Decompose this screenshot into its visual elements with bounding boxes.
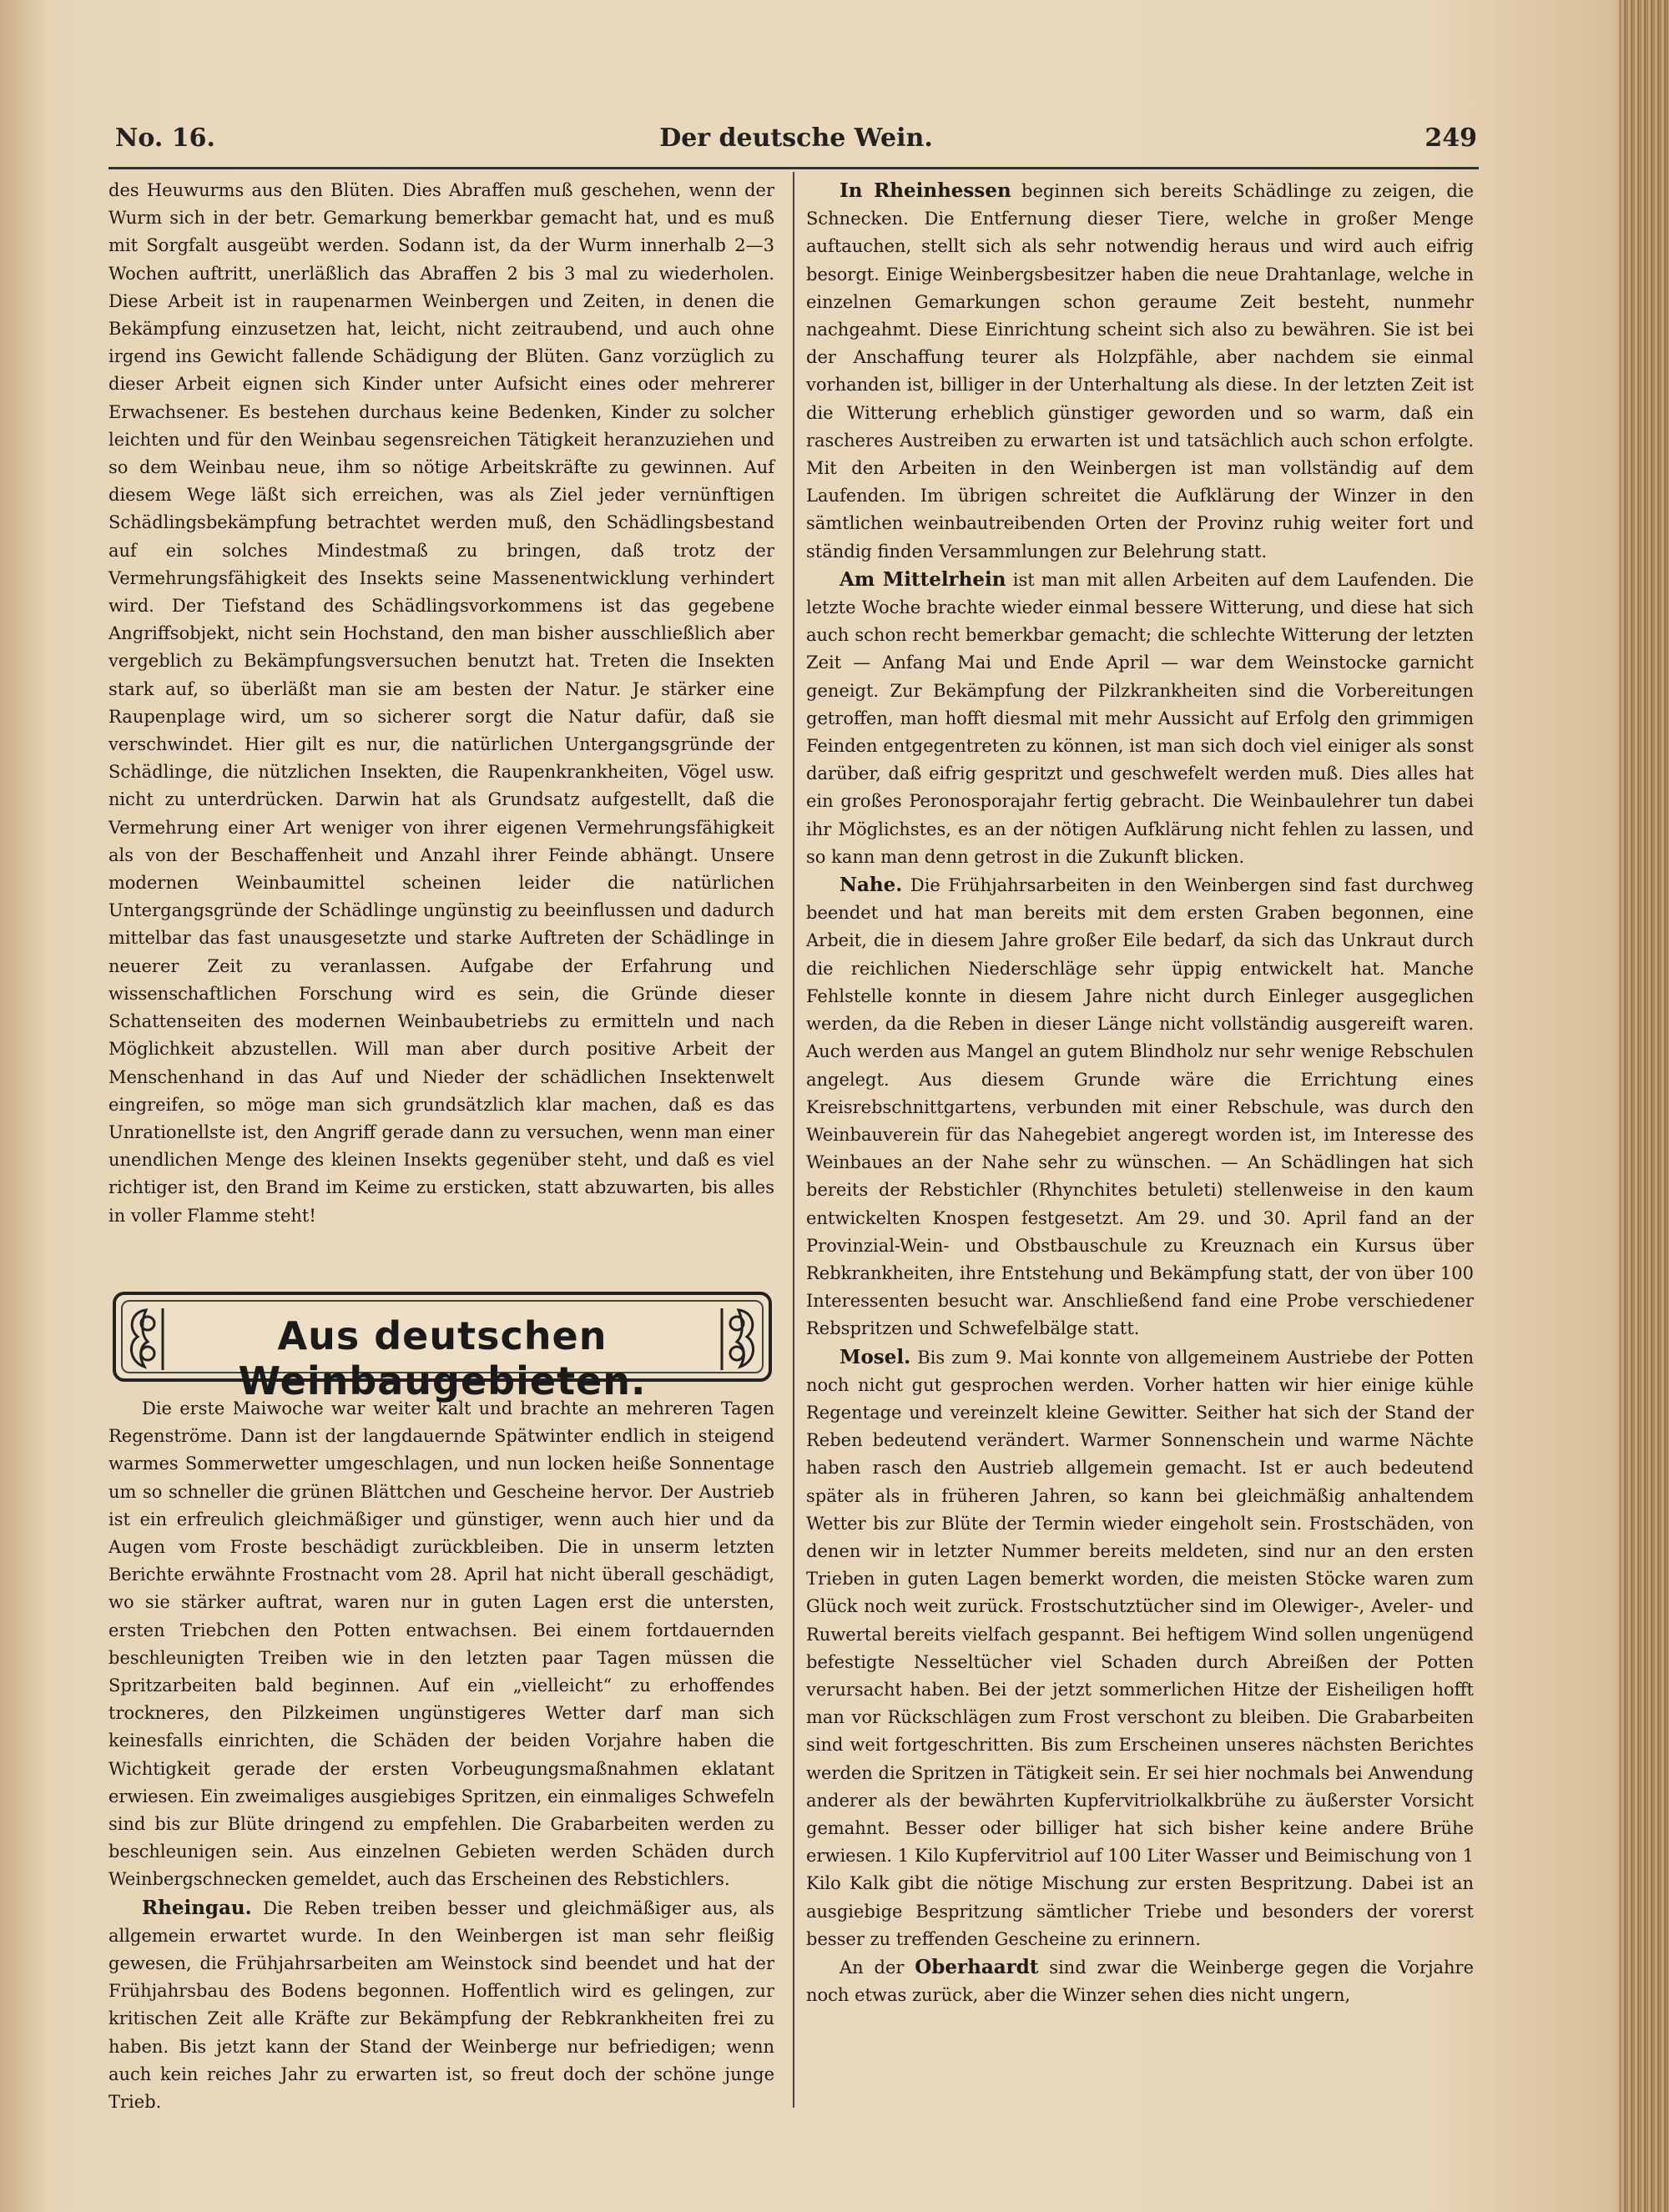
oberhaardt-text: sind zwar die Weinberge gegen die Vorjahre noch etwas zurück, aber die Winzer sehen dies nicht ungern, bbox=[806, 1958, 1474, 2006]
page-header bbox=[115, 123, 1477, 162]
general-report-paragraph: Die erste Maiwoche war weiter kalt und brachte an mehreren Tagen Regenströme. Dann ist der langdauernde Spätwinter endlich in steigend warmes Sommerwetter umgeschlagen, und nun locken heiße Sonnentage um so schneller die grünen Blättchen und Gescheine hervor. Der Austrieb ist ein erfreulich gleichmäßiger und günstiger, wenn auch hier und da Augen vom Froste beschädigt zurückbleiben. Die in unserm letzten Berichte erwähnte Frostnacht vom 28. April hat nicht überall geschädigt, wo sie stärker auftrat, waren nur in guten Lagen erst die untersten, ersten Triebchen den Potten entwachsen. Bei einem fortdauernden beschleunigten Treiben wie in den letzten paar Tagen müssen die Spritzarbeiten bald beginnen. Auf ein „vielleicht“ zu erhoffendes trockneres, den Pilzkeimen ungünstigeres Wetter darf man sich keinesfalls einrichten, die Schäden der beiden Vorjahre haben die Wichtigkeit gerade der ersten Vorbeugungsmaßnahmen eklatant erwiesen. Ein zweimaliges ausgiebiges Spritzen, ein einmaliges Schwefeln sind bis zur Blüte dringend zu empfehlen. Die Grabarbeiten werden zu beschleunigen sein. Aus einzelnen Gebieten werden Schäden durch Weinbergschnecken gemeldet, auch das Erscheinen des Rebstichlers. bbox=[108, 1398, 774, 1890]
left-ornament-icon bbox=[123, 1303, 169, 1375]
rheingau-paragraph bbox=[108, 1894, 774, 2117]
region-heading-rheingau: Rheingau. bbox=[142, 1896, 252, 1919]
mosel-text: Bis zum 9. Mai konnte von allgemeinem Austriebe der Potten noch nicht gut gesprochen werden. Vorher hatten wir hier einige kühle Regentage und vereinzelt kleine Gewitter. Seither hat sich der Stand der Reben bedeutend verändert. Warmer Sonnenschein und warme Nächte haben rasch den Austrieb allgemein gemacht. Ist er auch bedeutend später als in früheren Jahren, so kann bei gleichmäßig anhaltendem Wetter bis zur Blüte der Termin wieder eingeholt sein. Frostschäden, von denen wir in letzter Nummer bereits meldeten, sind nur an den ersten Trieben in guten Lagen bemerkt worden, die meisten Stöcke waren zum Glück noch weit zurück. Frostschutztücher sind im Olewiger-, Aveler- und Ruwertal bereits vielfach gespannt. Bei heftigem Wind sollen ungenügend befestigte Nesseltücher viel Schaden durch Abreißen der Potten verursacht haben. Bei der jetzt sommerlichen Hitze der Eisheiligen hofft man vor Rückschlägen zum Frost verschont zu bleiben. Die Grabarbeiten sind weit fortgeschritten. Bis zum Erscheinen unseres nächsten Berichtes werden die Spritzen in Tätigkeit sein. Er sei hier nochmals bei Anwendung anderer als der bewährten Kupfervitriolkalkbrühe zu äußerster Vorsicht gemahnt. Besser oder billiger hat sich bisher keine andere Brühe erwiesen. 1 Kilo Kupfervitriol auf 100 Liter Wasser und Beimischung von 1 Kilo Kalk gibt die nötige Mischung zur ersten Bespritzung. Dabei ist an ausgiebige Bespritzung sämtlicher Triebe und besonders der vorerst besser zu treffenden Gescheine zu erinnern. bbox=[806, 1347, 1474, 1949]
rheingau-text: Die Reben treiben besser und gleichmäßiger aus, als allgemein erwartet wurde. In den Weinbergen ist man sehr fleißig gewesen, die Frühjahrsarbeiten am Weinstock sind beendet und hat der Frühjahrsbau des Bodens begonnen. Hoffentlich wird es gelingen, zur kritischen Zeit alle Kräfte zur Bekämpfung der Rebkrankheiten frei zu haben. Bis jetzt kann der Stand der Weinberge nur befriedigen; wenn auch kein reiches Jahr zu erwarten ist, so freut doch der schöne junge Trieb. bbox=[108, 1897, 774, 2113]
region-heading-oberhaardt: Oberhaardt bbox=[915, 1956, 1039, 1978]
book-binding-edge bbox=[1619, 0, 1669, 2212]
right-ornament-icon bbox=[715, 1303, 762, 1375]
oberhaardt-paragraph bbox=[806, 1953, 1474, 2009]
page-number: 249 bbox=[1424, 123, 1477, 153]
nahe-paragraph bbox=[806, 871, 1474, 1343]
oberhaardt-prefix: An der bbox=[840, 1958, 915, 1978]
left-column-lower bbox=[108, 1395, 774, 2116]
section-banner bbox=[113, 1292, 772, 1403]
mittelrhein-text: ist man mit allen Arbeiten auf dem Laufenden. Die letzte Woche brachte wieder einmal bessere Witterung, und diese hat sich auch schon recht bemerkbar gemacht; die schlechte Witterung der letzten Zeit — Anfang Mai und Ende April — war dem Weinstocke garnicht geneigt. Zur Bekämpfung der Pilzkrankheiten sind die Vorbereitungen getroffen, man hofft diesmal mit mehr Aussicht auf Erfolg den grimmigen Feinden entgegentreten zu können, ist man sich doch viel einiger als sonst darüber, daß eifrig gespritzt und geschwefelt werden muß. Dies alles hat ein großes Peronosporajahr fertig gebracht. Die Weinbaulehrer tun dabei ihr Möglichstes, es an der nötigen Aufklärung nicht fehlen zu lassen, und so kann man denn getrost in die Zukunft blicken. bbox=[806, 569, 1474, 867]
left-column-upper bbox=[108, 177, 774, 1230]
region-heading-rheinhessen: In Rheinhessen bbox=[840, 179, 1011, 202]
journal-title: Der deutsche Wein. bbox=[659, 123, 933, 153]
rheinhessen-text: beginnen sich bereits Schädlinge zu zeigen, die Schnecken. Die Entfernung dieser Tiere, welche in großer Menge auftauchen, stellt sich als sehr notwendig heraus und wird auch eifrig besorgt. Einige Weinbergsbesitzer haben die neue Drahtanlage, welche in einzelnen Gemarkungen schon geraume Zeit besteht, nunmehr nachgeahmt. Diese Einrichtung scheint sich also zu bewähren. Sie ist bei der Anschaffung teurer als Holzpfähle, aber nachdem sie einmal vorhanden ist, billiger in der Unterhaltung als diese. In der letzten Zeit ist die Witterung erheblich günstiger geworden und so warm, daß ein rascheres Austreiben zu erwarten ist und tatsächlich auch schon erfolgte. Mit den Arbeiten in den Weinbergen ist man vollständig auf dem Laufenden. Im übrigen schreitet die Aufklärung der Winzer in den sämtlichen weinbautreibenden Orten der Provinz ruhig weiter fort und ständig finden Versammlungen zur Belehrung statt. bbox=[806, 181, 1474, 562]
banner-heading: Aus deutschen Weinbaugebieten. bbox=[238, 1313, 647, 1403]
issue-number: No. 16. bbox=[115, 123, 215, 153]
mosel-paragraph bbox=[806, 1343, 1474, 1953]
right-column bbox=[806, 177, 1474, 2009]
header-rule bbox=[108, 167, 1479, 169]
nahe-text: Die Frühjahrsarbeiten in den Weinbergen sind fast durchweg beendet und hat man bereits mit dem ersten Graben begonnen, eine Arbeit, die in diesem Jahre großer Eile bedarf, da sich das Unkraut durch die reichlichen Niederschläge sehr üppig entwickelt hat. Manche Fehlstelle konnte in diesem Jahre nicht durch Einleger ausgeglichen werden, da die Reben in dieser Länge nicht vollständig ausgereift waren. Auch werden aus Mangel an gutem Blindholz nur sehr wenige Rebschulen angelegt. Aus diesem Grunde wäre die Errichtung eines Kreisrebschnittgartens, verbunden mit einer Rebschule, was durch den Weinbauverein für das Nahegebiet angeregt worden ist, im Interesse des Weinbaues an der Nahe sehr zu wünschen. — An Schädlingen hat sich bereits der Rebstichler (Rhynchites betuleti) stellenweise in den kaum entwickelten Knospen festgesetzt. Am 29. und 30. April fand an der Provinzial-Wein- und Obstbauschule zu Kreuznach ein Kursus über Rebkrankheiten, ihre Entstehung und Bekämpfung statt, der von über 100 Interessenten besucht war. Anschließend fand eine Probe verschiedener Rebspritzen und Schwefelbälge statt. bbox=[806, 875, 1474, 1339]
rheinhessen-paragraph bbox=[806, 177, 1474, 566]
region-heading-mittelrhein: Am Mittelrhein bbox=[840, 567, 1006, 591]
column-divider bbox=[793, 172, 794, 2108]
region-heading-nahe: Nahe. bbox=[840, 874, 903, 897]
article-continuation: des Heuwurms aus den Blüten. Dies Abraffen muß geschehen, wenn der Wurm sich in der betr. Gemarkung bemerkbar gemacht hat, und es muß mit Sorgfalt ausgeübt werden. Sodann ist, da der Wurm innerhalb 2—3 Wochen auftritt, unerläßlich das Abraffen 2 bis 3 mal zu wiederholen. Diese Arbeit ist in raupenarmen Weinbergen und Zeiten, in denen die Bekämpfung einzusetzen hat, leicht, nicht zeitraubend, und auch ohne irgend ins Gewicht fallende Schädigung der Blüten. Ganz vorzüglich zu dieser Arbeit eignen sich Kinder unter Aufsicht eines oder mehrerer Erwachsener. Es bestehen durchaus keine Bedenken, Kinder zu solcher leichten und für den Weinbau segensreichen Tätigkeit heranzuziehen und so dem Weinbau neue, ihm so nötige Arbeitskräfte zu gewinnen. Auf diesem Wege läßt sich erreichen, was als Ziel jeder vernünftigen Schädlingsbekämpfung betrachtet werden muß, den Schädlingsbestand auf ein solches Mindestmaß zu bringen, daß trotz der Vermehrungsfähigkeit des Insekts seine Massenentwicklung verhindert wird. Der Tiefstand des Schädlingsvorkommens ist das gegebene Angriffsobjekt, nicht sein Hochstand, den man bisher ausschließlich aber vergeblich zu Bekämpfungsversuchen benutzt hat. Treten die Insekten stark auf, so überläßt man sie am besten der Natur. Je stärker eine Raupenplage wird, um so sicherer sorgt die Natur dafür, daß sie verschwindet. Hier gilt es nur, die natürlichen Untergangsgründe der Schädlinge, die nützlichen Insekten, die Raupenkrankheiten, Vögel usw. nicht zu unterdrücken. Darwin hat als Grundsatz aufgestellt, daß die Vermehrung einer Art weniger von ihrer eigenen Vermehrungsfähigkeit als von der Beschaffenheit und Anzahl ihrer Feinde abhängt. Unsere modernen Weinbaumittel scheinen leider die natürlichen Untergangsgründe der Schädlinge ungünstig zu beeinflussen und dadurch mittelbar das fast unausgesetzte und starke Auftreten der Schädlinge in neuerer Zeit zu veranlassen. Aufgabe der Erfahrung und wissenschaftlichen Forschung wird es sein, die Gründe dieser Schattenseiten des modernen Weinbaubetriebs zu ermitteln und nach Möglichkeit abzustellen. Will man aber durch positive Arbeit der Menschenhand in das Auf und Nieder der schädlichen Insektenwelt eingreifen, so möge man sich grundsätzlich klar machen, daß es das Unrationellste ist, den Angriff gerade dann zu versuchen, wenn man einer unendlichen Menge des kleinen Insekts gegenüber steht, und daß es viel richtiger ist, den Brand im Keime zu ersticken, statt abzuwarten, bis alles in voller Flamme steht! bbox=[108, 180, 774, 1226]
mittelrhein-paragraph bbox=[806, 566, 1474, 871]
region-heading-mosel: Mosel. bbox=[840, 1345, 911, 1368]
